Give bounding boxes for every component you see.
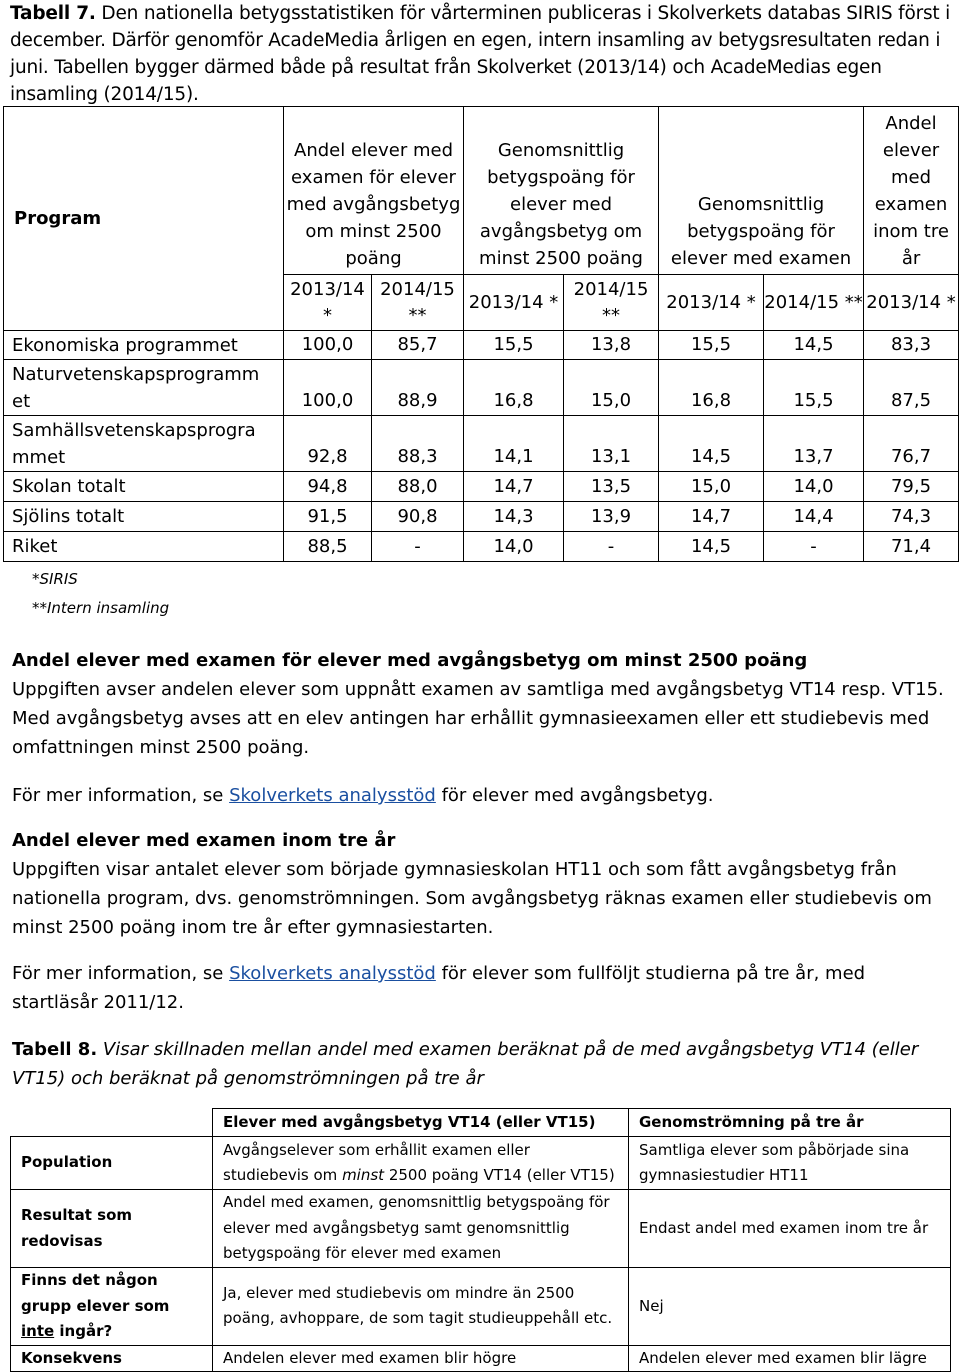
cell: 13,5 [564,472,659,502]
cell: 13,9 [564,502,659,532]
row-label: Finns det någon grupp elever som inte ingår? [11,1268,213,1346]
year-header: 2013/14 * [659,275,764,331]
analysstod-link-1[interactable]: Skolverkets analysstöd [229,785,436,806]
table-row [11,1190,951,1268]
analysstod-link-2[interactable]: Skolverkets analysstöd [229,963,436,984]
more-text: för elever med avgångsbetyg. [435,785,714,806]
row-name: Skolan totalt [4,472,284,502]
cell: 14,7 [659,502,764,532]
cell: 14,3 [464,502,564,532]
row-name: Riket [4,532,284,562]
cell: 15,5 [464,331,564,360]
table-row [11,1137,951,1190]
section-2-paragraph: Uppgiften visar antalet elever som började gymnasieskolan HT11 och som fått avgångsbetyg från nationella program, dvs. genomströmningen. Som avgångsbetyg räknas examen eller studiebevis om minst 2500 poäng inom tre år efter gymnasiestarten. [12,859,932,938]
table-row [4,416,959,472]
table-row [4,532,959,562]
cell: Andelen elever med examen blir lägre [629,1345,951,1372]
table-label: Tabell 7. [10,3,96,24]
year-header: 2013/14 * [284,275,372,331]
cell: Andelen elever med examen blir högre [213,1345,629,1372]
cell: 94,8 [284,472,372,502]
more-text: för elever som fullföljt studierna på tre år, med startläsår 2011/12. [12,963,866,1013]
cell: 15,0 [564,360,659,416]
section-1-more [12,781,952,810]
cell: Nej [629,1268,951,1346]
group-header-2: Genomsnittlig betygspoäng för elever med avgångsbetyg om minst 2500 poäng [464,107,659,275]
group-header-4: Andel elever med examen inom tre år [864,107,959,275]
more-text: För mer information, se [12,785,230,806]
cell: Andel med examen, genomsnittlig betygspoäng för elever med avgångsbetyg samt genomsnittlig betygspoäng för elever med examen [213,1190,629,1268]
table-8-caption-text: Visar skillnaden mellan andel med examen beräknat på de med avgångsbetyg VT14 (eller VT15) och beräknat på genomströmningen på tre år [12,1039,919,1089]
cell: 14,5 [659,416,764,472]
more-text: För mer information, se [12,963,230,984]
cell: 100,0 [284,331,372,360]
cell: - [764,532,864,562]
section-1 [12,646,952,762]
cell: 13,7 [764,416,864,472]
group-header-1: Andel elever med examen för elever med avgångsbetyg om minst 2500 poäng [284,107,464,275]
row-label: Population [11,1137,213,1190]
cell: 76,7 [864,416,959,472]
cell: 88,3 [372,416,464,472]
section-1-paragraph: Uppgiften avser andelen elever som uppnått examen av samtliga med avgångsbetyg VT14 resp. VT15. Med avgångsbetyg avses att en elev antingen har erhållit gymnasieexamen eller ett studiebevis med omfattningen minst 2500 poäng. [12,679,944,758]
row-label: Konsekvens [11,1345,213,1372]
row-name: Samhällsvetenskapsprogra mmet [4,416,284,472]
program-header: Program [4,107,284,331]
cell: 90,8 [372,502,464,532]
table-8 [10,1108,951,1372]
cell: - [372,532,464,562]
table-row [4,331,959,360]
cell: 92,8 [284,416,372,472]
table-row [4,360,959,416]
section-2 [12,826,952,942]
cell: 88,9 [372,360,464,416]
table-7 [3,106,959,562]
table-row [11,1345,951,1372]
row-name: Naturvetenskapsprogramm et [4,360,284,416]
col-header-avgangsbetyg: Elever med avgångsbetyg VT14 (eller VT15) [213,1109,629,1137]
year-header: 2014/15 ** [372,275,464,331]
table-8-caption [12,1035,952,1093]
cell: 83,3 [864,331,959,360]
table-row [11,1268,951,1346]
cell: 91,5 [284,502,372,532]
intro-paragraph [10,0,955,108]
cell: 87,5 [864,360,959,416]
section-2-heading: Andel elever med examen inom tre år [12,830,396,851]
group-header-3: Genomsnittlig betygspoäng för elever med examen [659,107,864,275]
cell: Avgångselever som erhållit examen eller studiebevis om minst 2500 poäng VT14 (eller VT15) [213,1137,629,1190]
intro-text: Den nationella betygsstatistiken för vårterminen publiceras i Skolverkets databas SIRIS först i december. Därför genomför AcadeMedia årligen en egen, intern insamling av betygsresultaten redan i juni. Tabellen bygger därmed både på resultat från Skolverket (2013/14) och AcadeMedias egen insamling (2014/15). [10,3,951,105]
footnote-siris: *SIRIS [32,570,78,588]
footnote-intern: **Intern insamling [32,599,170,617]
cell: 13,8 [564,331,659,360]
cell: 14,0 [764,472,864,502]
year-header: 2014/15 ** [564,275,659,331]
cell: 88,0 [372,472,464,502]
cell: 15,5 [764,360,864,416]
cell: 100,0 [284,360,372,416]
cell: Samtliga elever som påbörjade sina gymnasiestudier HT11 [629,1137,951,1190]
cell: 16,8 [464,360,564,416]
cell: 15,5 [659,331,764,360]
table-row [4,502,959,532]
year-header: 2013/14 * [864,275,959,331]
year-header: 2013/14 * [464,275,564,331]
cell: 16,8 [659,360,764,416]
footnotes [32,565,169,623]
row-label: Resultat som redovisas [11,1190,213,1268]
year-header: 2014/15 ** [764,275,864,331]
cell: 74,3 [864,502,959,532]
col-header-genomstromning: Genomströmning på tre år [629,1109,951,1137]
table-row [4,472,959,502]
cell: 14,5 [764,331,864,360]
cell: 71,4 [864,532,959,562]
cell: 13,1 [564,416,659,472]
cell: 88,5 [284,532,372,562]
cell: 85,7 [372,331,464,360]
section-1-heading: Andel elever med examen för elever med avgångsbetyg om minst 2500 poäng [12,650,808,671]
row-name: Sjölins totalt [4,502,284,532]
empty-header-cell [11,1109,213,1137]
cell: 15,0 [659,472,764,502]
cell: Endast andel med examen inom tre år [629,1190,951,1268]
cell: 14,1 [464,416,564,472]
cell: 14,7 [464,472,564,502]
row-name: Ekonomiska programmet [4,331,284,360]
table-8-label: Tabell 8. [12,1039,98,1060]
cell: 14,4 [764,502,864,532]
cell: 14,0 [464,532,564,562]
section-2-more [12,959,952,1017]
cell: 14,5 [659,532,764,562]
cell: 79,5 [864,472,959,502]
cell: Ja, elever med studiebevis om mindre än 2500 poäng, avhoppare, de som tagit studieuppehåll etc. [213,1268,629,1346]
cell: - [564,532,659,562]
